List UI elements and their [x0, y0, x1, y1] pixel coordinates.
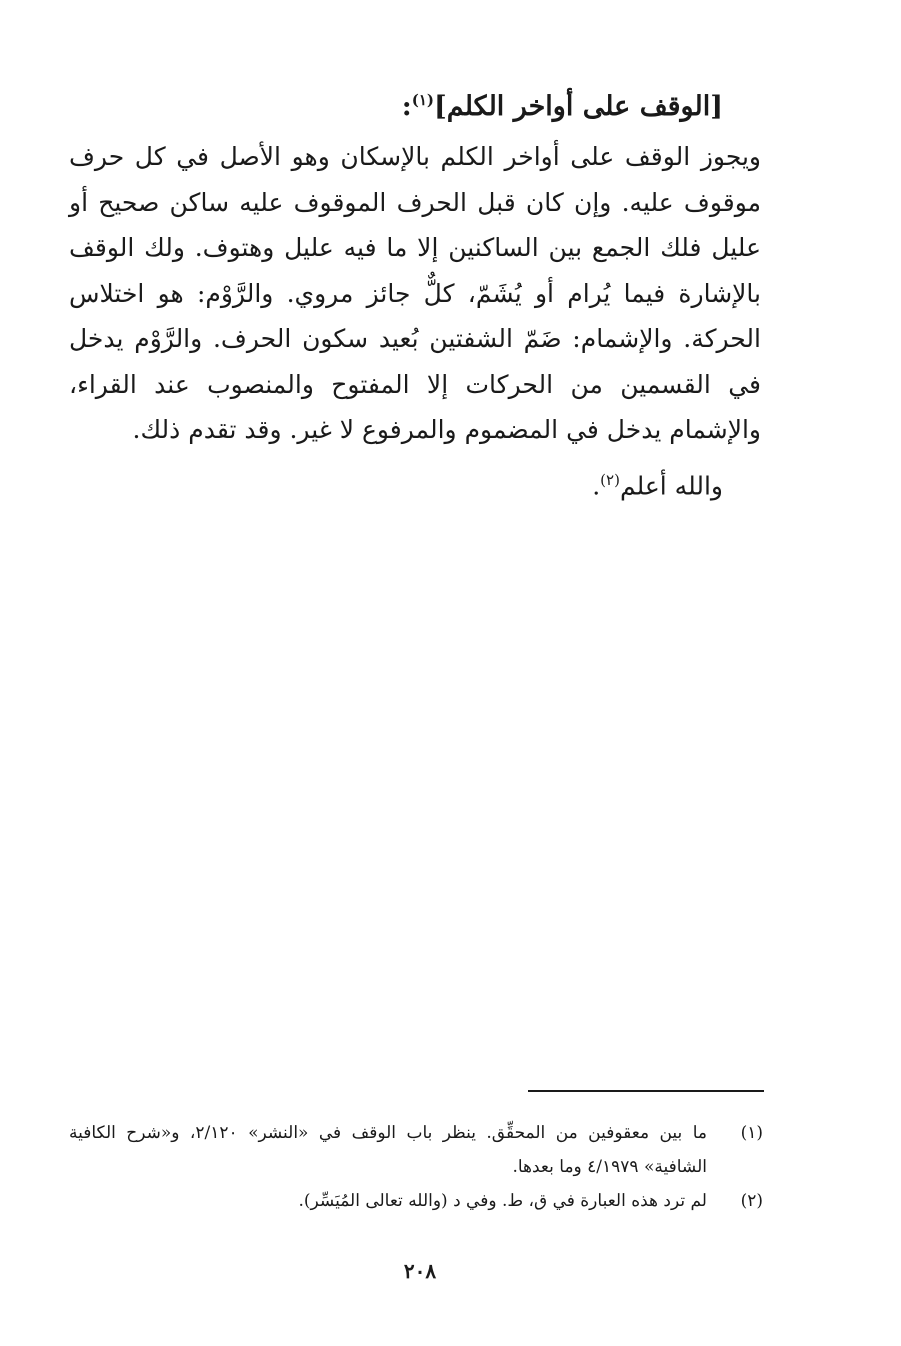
footnote-number: (٢) — [740, 1191, 763, 1211]
footnote-text: ما بين معقوفين من المحقِّق. ينظر باب الوقف في «النشر» ٢/١٢٠، و«شرح الكافية الشافية» ٤/١٩٧٩ وما بعدها. — [69, 1123, 707, 1177]
page-number: ٢٠٨ — [403, 1259, 437, 1283]
body-paragraph: ويجوز الوقف على أواخر الكلم بالإسكان وهو الأصل في كل حرف موقوف عليه. وإن كان قبل الحرف الموقوف عليه ساكن صحيح أو عليل فلك الجمع بين الساكنين إلا ما فيه عليل وهتوف. ولك الوقف بالإشارة فيما يُرام أو يُشَمّ، كلٌّ جائز مروي. والرَّوْم: هو اختلاس الحركة. والإشمام: ضَمّ الشفتين بُعيد سكون الحرف. والرَّوْم يدخل في القسمين من الحركات إلا المفتوح والمنصوب عند القراء، والإشمام يدخل في المضموم والمرفوع لا غير. وقد تقدم ذلك. — [69, 142, 761, 444]
footnote-1 — [69, 1116, 763, 1184]
footnote-text: لم ترد هذه العبارة في ق، ط. وفي د (والله تعالى المُيَسِّر). — [298, 1191, 707, 1211]
section-title: [الوقف على أواخر الكلم] — [433, 91, 723, 122]
footnotes — [69, 1116, 763, 1218]
footnote-divider — [528, 1090, 764, 1092]
closing-footnote-ref: (٢) — [600, 471, 620, 489]
closing-period: . — [592, 471, 601, 501]
section-heading — [123, 78, 723, 129]
closing-text: والله أعلم — [619, 471, 723, 501]
heading-footnote-ref: (١) — [411, 91, 434, 109]
closing-line — [123, 458, 723, 508]
heading-colon: : — [401, 91, 412, 122]
footnote-number: (١) — [740, 1123, 763, 1143]
footnote-2 — [69, 1184, 763, 1218]
